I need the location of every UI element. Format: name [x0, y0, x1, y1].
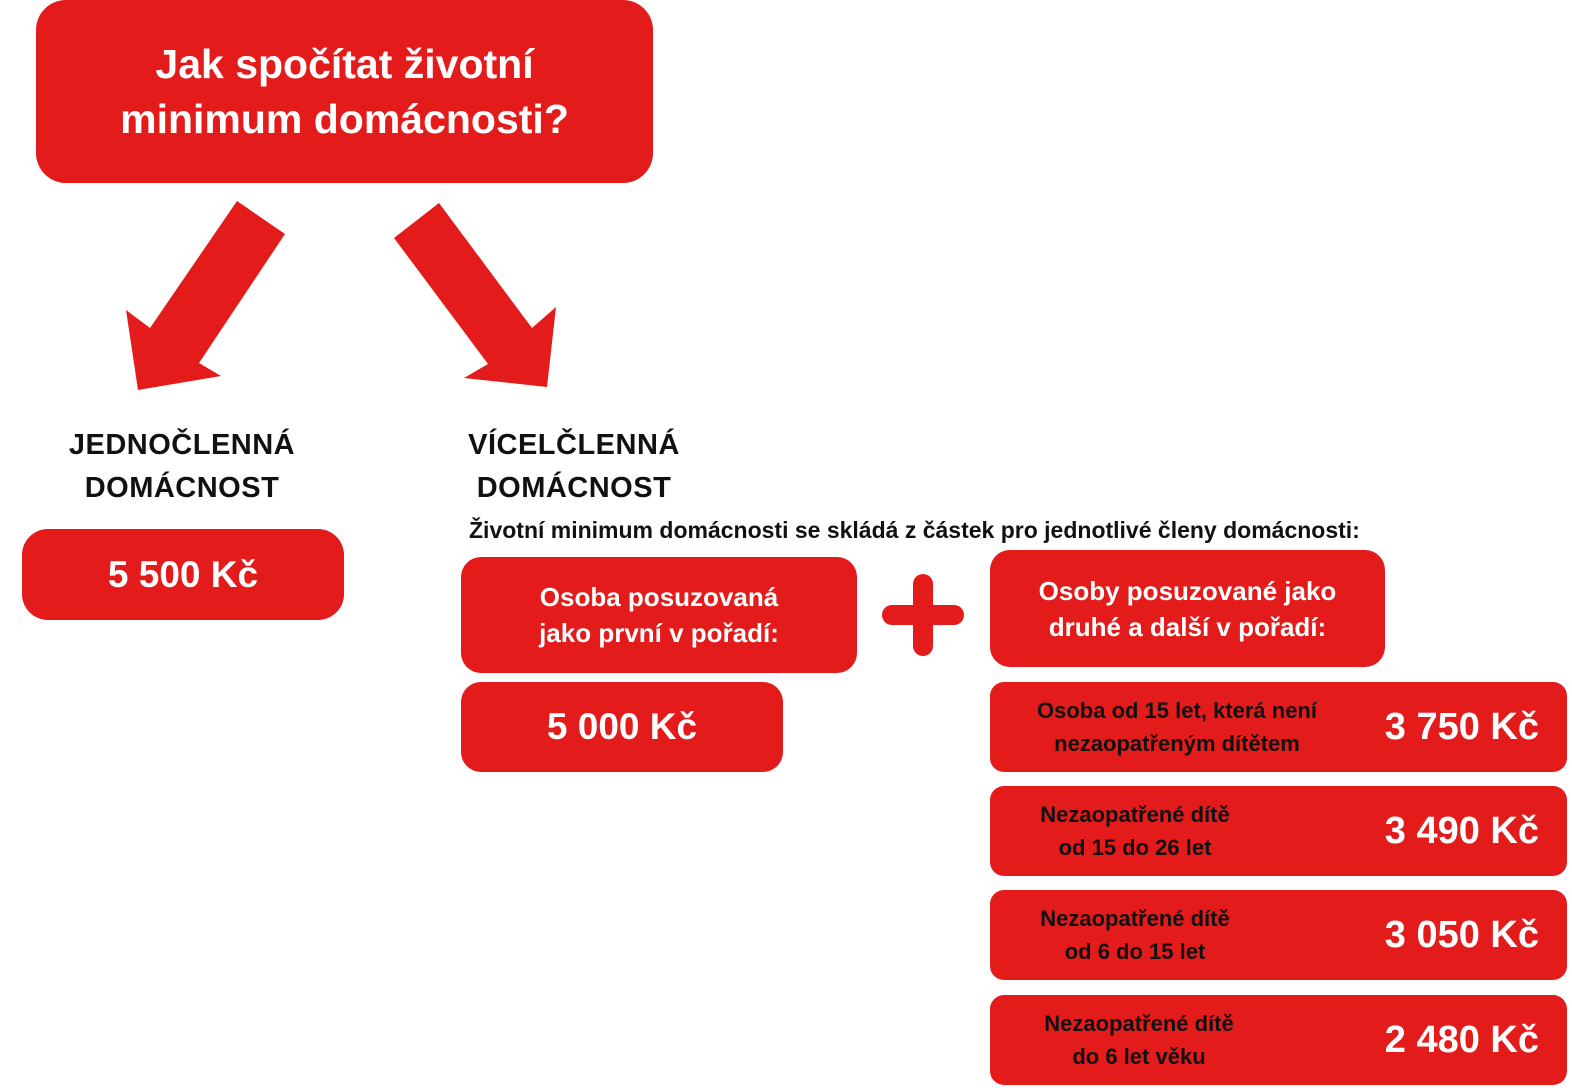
member-row-adult [990, 682, 1567, 772]
arrow-right-icon [394, 203, 556, 387]
arrow-left-icon [126, 201, 285, 390]
row-label-line2: nezaopatřeným dítětem [1054, 731, 1300, 756]
row-label [990, 890, 1280, 980]
first-person-line2: jako první v pořadí: [539, 618, 779, 648]
row-label-line1: Nezaopatřené dítě [1040, 802, 1230, 827]
multi-label-line2: DOMÁCNOST [476, 472, 672, 504]
other-persons-line1: Osoby posuzované jako [1038, 575, 1337, 606]
plus-vertical-bar [913, 574, 933, 656]
single-amount-box [22, 529, 344, 620]
member-row-child-15-26 [990, 786, 1567, 876]
first-person-amount: 5 000 Kč [546, 706, 698, 747]
single-amount: 5 500 Kč [107, 553, 259, 595]
row-label-line1: Nezaopatřené dítě [1040, 906, 1230, 931]
row-label-line1: Osoba od 15 let, která není [1037, 698, 1317, 723]
single-label-line1: JEDNOČLENNÁ [68, 429, 296, 461]
page-title: Jak spočítat životní minimum domácnosti? [120, 40, 569, 142]
multi-description: Životní minimum domácnosti se skládá z částek pro jednotlivé členy domácnosti: [469, 517, 1360, 543]
row-amount: 3 490 Kč [1384, 809, 1539, 852]
other-persons-box [990, 550, 1385, 667]
other-persons-line2: druhé a další v pořadí: [1048, 611, 1327, 642]
row-label [990, 682, 1364, 772]
member-row-child-6-15 [990, 890, 1567, 980]
row-amount: 2 480 Kč [1384, 1018, 1539, 1061]
row-label [990, 786, 1280, 876]
first-person-amount-box [461, 682, 783, 772]
single-household-label [62, 424, 302, 510]
row-label-line2: do 6 let věku [1072, 1044, 1206, 1069]
row-label-line2: od 6 do 15 let [1064, 939, 1206, 964]
row-amount: 3 050 Kč [1384, 913, 1539, 956]
row-label [994, 995, 1284, 1085]
single-label-line2: DOMÁCNOST [84, 472, 280, 504]
first-person-line1: Osoba posuzovaná [539, 582, 779, 612]
row-label-line2: od 15 do 26 let [1058, 835, 1212, 860]
member-row-child-under-6 [990, 995, 1567, 1085]
first-person-box [461, 557, 857, 673]
row-label-line1: Nezaopatřené dítě [1044, 1011, 1234, 1036]
multi-household-label [456, 424, 692, 510]
row-amount: 3 750 Kč [1384, 705, 1539, 748]
multi-label-line1: VÍCELČLENNÁ [468, 429, 680, 461]
